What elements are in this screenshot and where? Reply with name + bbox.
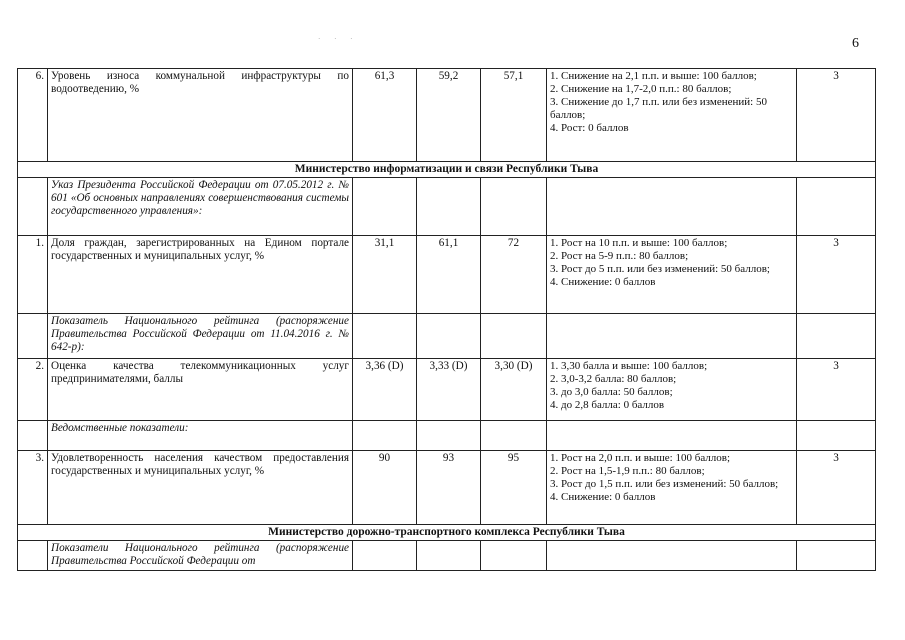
table-row	[18, 236, 876, 314]
indicator-name: Оценка качества телекоммуникационных услуг предпринимателями, баллы	[48, 359, 353, 421]
criterion: 2. Снижение на 1,7-2,0 п.п.: 80 баллов;	[550, 83, 732, 95]
row-number: 1.	[18, 236, 48, 314]
table-row	[18, 451, 876, 525]
criteria-cell	[547, 359, 797, 421]
criterion: 1. Рост на 10 п.п. и выше: 100 баллов;	[550, 237, 728, 249]
table-row	[18, 359, 876, 421]
criterion: 1. Снижение на 2,1 п.п. и выше: 100 баллов;	[550, 70, 757, 82]
table-row	[18, 69, 876, 162]
section-header-row	[18, 541, 876, 571]
criterion: 3. Рост до 5 п.п. или без изменений: 50 баллов;	[550, 263, 770, 275]
section-header-row	[18, 178, 876, 236]
value-2: 59,2	[417, 69, 481, 162]
rating-header-2: Показатели Национального рейтинга (распоряжение Правительства Российской Федерации от	[48, 541, 353, 571]
row-number: 6.	[18, 69, 48, 162]
value-1: 3,36 (D)	[353, 359, 417, 421]
criterion: 1. 3,30 балла и выше: 100 баллов;	[550, 360, 708, 372]
indicator-name: Уровень износа коммунальной инфраструктуры по водоотведению, %	[48, 69, 353, 162]
criterion: 3. Снижение до 1,7 п.п. или без изменений: 50 баллов;	[550, 96, 767, 121]
value-2: 3,33 (D)	[417, 359, 481, 421]
criterion: 4. Снижение: 0 баллов	[550, 491, 656, 503]
value-3: 3,30 (D)	[481, 359, 547, 421]
criterion: 4. Рост: 0 баллов	[550, 122, 629, 134]
section-header-row	[18, 421, 876, 451]
criterion: 4. до 2,8 балла: 0 баллов	[550, 399, 665, 411]
indicator-name: Удовлетворенность населения качеством предоставления государственных и муниципальных услуг, %	[48, 451, 353, 525]
row-number: 3.	[18, 451, 48, 525]
value-2: 93	[417, 451, 481, 525]
scan-specks: · · ·	[318, 35, 359, 43]
value-3: 95	[481, 451, 547, 525]
criterion: 4. Снижение: 0 баллов	[550, 276, 656, 288]
value-1: 61,3	[353, 69, 417, 162]
criteria-cell	[547, 69, 797, 162]
ministry-title: Министерство дорожно-транспортного комплекса Республики Тыва	[18, 525, 876, 541]
value-3: 72	[481, 236, 547, 314]
page-number: 6	[852, 36, 859, 51]
rating-header: Показатель Национального рейтинга (распоряжение Правительства Российской Федерации от 11.04.2016 г. № 642-р):	[48, 314, 353, 359]
weight-score: 3	[797, 69, 876, 162]
ministry-row	[18, 162, 876, 178]
indicator-name: Доля граждан, зарегистрированных на Едином портале государственных и муниципальных услуг, %	[48, 236, 353, 314]
criteria-cell	[547, 451, 797, 525]
criterion: 2. 3,0-3,2 балла: 80 баллов;	[550, 373, 677, 385]
departmental-header: Ведомственные показатели:	[48, 421, 353, 451]
decree-header: Указ Президента Российской Федерации от 07.05.2012 г. № 601 «Об основных направлениях совершенствования системы государственного управления»:	[48, 178, 353, 236]
value-2: 61,1	[417, 236, 481, 314]
criteria-cell	[547, 236, 797, 314]
value-3: 57,1	[481, 69, 547, 162]
ministry-row	[18, 525, 876, 541]
criterion: 2. Рост на 5-9 п.п.: 80 баллов;	[550, 250, 689, 262]
criterion: 1. Рост на 2,0 п.п. и выше: 100 баллов;	[550, 452, 731, 464]
criterion: 3. до 3,0 балла: 50 баллов;	[550, 386, 673, 398]
indicators-table	[17, 68, 876, 571]
section-header-row	[18, 314, 876, 359]
row-number: 2.	[18, 359, 48, 421]
criterion: 3. Рост до 1,5 п.п. или без изменений: 50 баллов;	[550, 478, 779, 490]
criterion: 2. Рост на 1,5-1,9 п.п.: 80 баллов;	[550, 465, 705, 477]
weight-score: 3	[797, 451, 876, 525]
weight-score: 3	[797, 236, 876, 314]
ministry-title: Министерство информатизации и связи Республики Тыва	[18, 162, 876, 178]
value-1: 90	[353, 451, 417, 525]
weight-score: 3	[797, 359, 876, 421]
value-1: 31,1	[353, 236, 417, 314]
